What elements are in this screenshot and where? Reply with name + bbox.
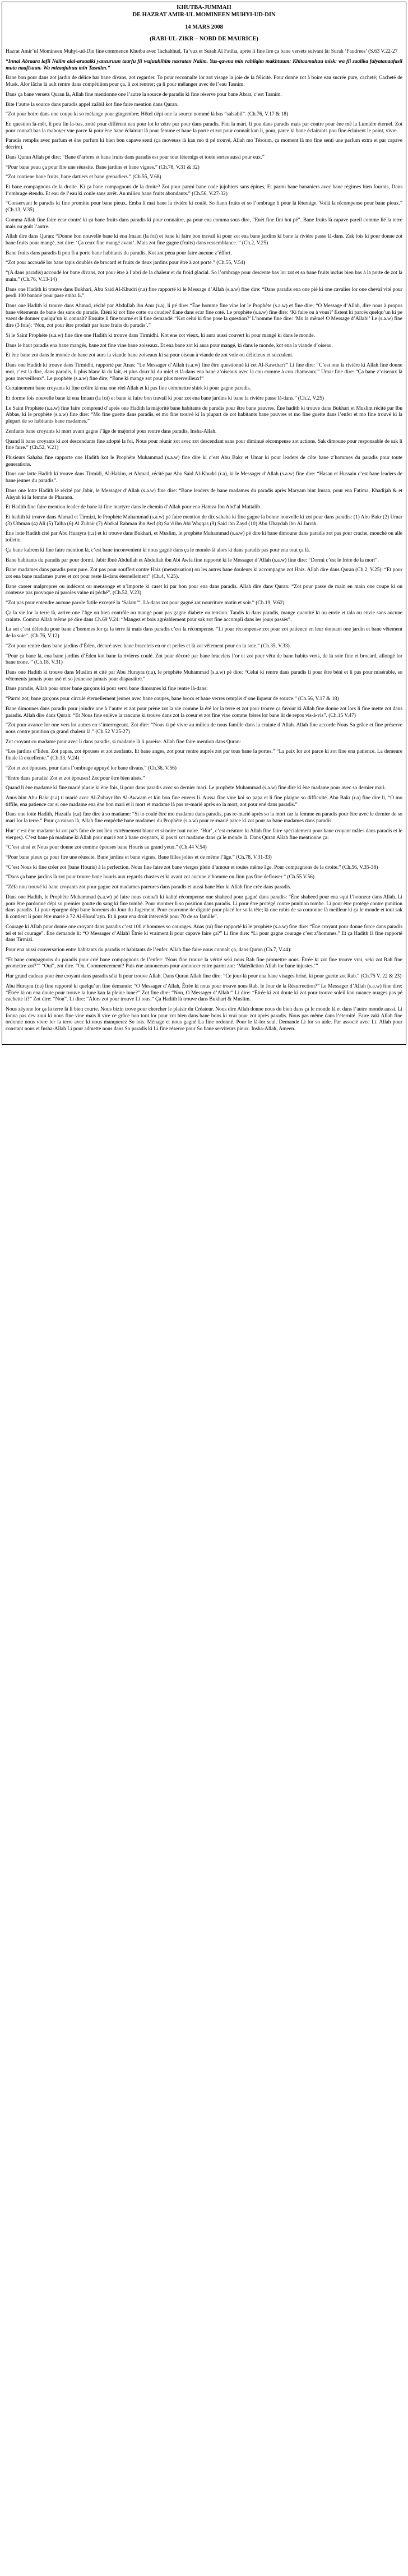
paragraph: Bane madames dans paradis pour pure. Zot pas pour souffert contre Haiz (menstruation) ou les autres bane douleurs ki accompagne zot Haiz. Allah dire dans Quran (Ch.2, V.25): “Et pour zot ena bane madames pures et zot pour reste là-dans éternellement” (Ch.4, V.25). [6,567,402,580]
paragraph: Dans one Hadith ki trouve dans Bukhari, Abu Said Al-Khudri (r.a) fine rapporté ki le Message d’Allah (s.a.w) fine dire: “Dans paradis ena one pié ki one cavalier lor one cheval vité pour perdi 100 banané pour pase emba li.” [6,286,402,299]
paragraph: Bite l’autre la source dans paradis appel zaâbil kot fine faire mention dans Quran. [6,101,179,108]
paragraph: Hazrat Amir’ul Momineen Muhyi-ud-Din fine commence Khutba avec Tachahhud, Ta’vuz et Surah Al Fatiha, après li fine lire ça bane versets suivant là: Surah ‘Faudrees’ (S.63 V.22-27 [6,49,398,55]
paragraph: Le Saint Prophète (s.a.w) fine faire comprend d’après one Hadith la majorité bane habitants du paradis pour être bane pauvres. Ène hadith ki trouve dans Bukhari et Muslim récité par Ibn Abbas, ki le prophète (s.a.w) fine dire: “Mo fine guette dans paradis, et mo fine trouvé ki la plupart de zot habitants bane pauvres et mo fine guette dans l’enfer et mo fine trouvé ki la plupart de so habitants bane madames.” [6,405,402,425]
paragraph: “Zot pour rentre dans bane jardins d’Éden, décoré avec bane bracelets en or et perles et là zot vêtement pour en la soie.” (Ch.35, V.33). [6,643,291,649]
paragraph: “Zéfa nou trouvé ki bane croyants zot pour gagne zot madames pareures dans paradis et aussi bane Hur ki Allah fine crée dans paradis. [6,884,291,891]
paragraph: Ça bane kalrem ki fine faire mention là, c’est bane inconvenient ki nous gagné dans ça le monde-là alors ki dans paradis pas pour ena tout ça là. [6,547,310,553]
paragraph: “Entre dans paradis! Zot et zot épouses! Zot pour être bien aisés.” [6,775,145,781]
paragraph: Zot croyant co madame pour avec li dans paradis, si madame là li pareise. Allah fine faire mention dans Quran: [6,739,242,745]
paragraph: “Et bane compagnons du paradis pour crié bane compagnons de l’enfer: ‘Nous fine trouve la vérité seki nous Rab fine promettre nous. Êtrée ki zot fine trouve vrai, seki zot Rab fine promettre zot?’” “Oui”, zot dire. “Ou. Commencement? Puis ène annonceurs pour annoncer entre parmi zot: ‘Malédiction Allah lor bane injustes.’” [6,957,402,970]
paragraph: Zenfants bane croyants ki mort avant gagne l’âge de majorité pour rentre dans paradis, Insha-Allah. [6,428,217,434]
khutba-subtitle: (RABI-UL-ZIKR – NOBD DE MAURICE) [150,36,258,43]
paragraph: “Parmi zot, bane garçons pour circulé éternellement jeunes avec bane coupes, bane brocs et bane verres remplis d’one liqueur de source.” (Ch.56, V.17 & 18) [6,696,339,702]
paragraph: Dans paradis, Allah pour orner bane garçons ki pour servi bane dimounes ki fine rentre là-dans: [6,686,208,692]
paragraph: Hur grand cadeau pour ène croyant dans paradis séki li pour trouve Allah. Dans Quran Allah fine dire: “Ce jour-là pour ena bane visages brisé, ki pour guette zot Rab.” (Ch.75 V. 22 & 23) [6,974,402,980]
paragraph: Nous zéyone lor ça la terre là li bien courte. Nous bizin trove pour chercher le plaisir du Créateur. Nous dire Allah donne nous du bien dans ça le monde là et dans l’autre monde aussi. Li fonna pas dev zoui ki nous fine vine mais li vire ce grâce bon tout lor pour zot bien dans bane bons ki vrai pour zot après paradis. Nous pas même dans l’éternité. Faire zaki Allah fine ordonne nous vivre lor la terre avec ki nous manquerez So lois. Ménage et nous gagné La fine ordonné. Pour le là-lor seul. Demande Li lor so aide. Par associé avec Li. Allah pour constant nous et Insha-Allah Li pour admette nous dans So paradis ki Li fine réserve pour So bane serviteurs pieux. Insha-Allah, Ameen. [6,1006,402,1032]
paragraph: Dans le haut paradis ena bane mangés, bane zot fine vine bane zoiseaux. Et ena bane zot ki aura pour mangé, ki dans le monde, kot ena la viande d’oiseau. [6,342,333,349]
paragraph: Et Hadith fine faire mention leader de bane ki fine martyre dans le chemin d’Allah pour ena Hamza Ibn Abd’al Muttalib. [6,504,262,511]
paragraph: Dans one Hadith, le Prophète Muhammad (s.a.w) pé faire nous connaît ki kalité récompense one shaheed pour gagné dans paradis: “Ène shaheed pour ena squi l’honneur dans Allah. Li pour être pardonné dépi so premier goutte du sang ki fine tombé. Pour montrer li so position dans paradis. Li pour être protégé contre punition tombe. Li pour être protégé contre punition dans paradis. Li pour épargne dépi bane horreurs du Jour du Jugement. Pour couronne de dignité pour placé lor so la tête; ki one rubis de sa couronne là meilleur ki ça le monde et tout sak li contient li pour être marié à 72 Al-Hurul’ayn. Et li pour ena droit intercédé pour 70 de so famille”. [6,894,402,920]
paragraph: La soi c’est défendu pour bane z’hommes lor ça la terre là mais dans paradis c’est la récompense. “Li pour récompense zot pour zot patience en leur donnant one jardin et bane vêtement de la soie”. (Ch.76, V.12) [6,627,402,640]
paragraph: “C’est ainsi et Nous pour donne zot comme épouses bane Houris au grand yeux.” (Ch.44 V.54) [6,845,207,851]
paragraph: Dans one lotte Hadith lé récité par Jabir, le Messager d’Allah (s.a.w) fine dire: “Bane leaders de bane madames du paradis après Maryam bint Imran, pour ena Fatima, Khadijah & et Aisyah ki la femme de Pharaon. [6,488,402,501]
paragraph: “Pour ça bane là, ena bane jardins d’Éden kot bane la rivières coulé. Zot pour décoré par bane bracelets l’or et zot pour vêtu de bane habits verts, de la soie fine et brocard, allongé lor bane trone. ” (Ch.18, V.31) [6,653,402,666]
paragraph: Et ène bane zot dans le monde de bane zot aura la viande bane zoiseaux ki sa pour oiseau à viande de zot vole ou délicieux et succulent. [6,353,294,359]
paragraph: “Pour bane peuu ça pour fire une réussite. Bane jardins et bane vignes.” (Ch.78, V.31 & 32) [6,164,200,170]
paragraph: “Zot pour boire dans one coupe ki so mélange pour gingembre; Hôtel dépi one la source nommé là bas “salsabil”. (Ch.76, V.17 & 18) [6,112,289,118]
paragraph: Paradis remplis avec parfum et ène parfum ki bien bon capave senti (ça moveuss là kan mo ti pé trouvé, Allah mo Tésoum, ça moment là mo fine senti une parfum extra et par capave décrire). [6,138,402,151]
paragraph: “Zot pour accoudé lor bane tapis doublés de brocard et fruits de deux jardins pour être à zot porte.” (Ch.55, V.54) [6,260,245,266]
paragraph: “Conservant le paradis ki fine promitte pour bane pieux. Emba li mai bane la rivière ki coulé. So fiann fruits et so l’ombrage li pour là léternige. Voilà la récompense pour bane pieux.” (Ch.13, V.35) [6,201,402,214]
paragraph: Et hadith ki trouve dans Ahmad et Tirmizi, le Prophète Muhammad (s.a.w) pé faire mention de dix sahaba ki fine gagne la bonne nouvelle ki zot pour dans paradis: (1) Abu Bakr (2) Umar (3) Uthman (4) Ali (5) Talha (6) Al Zubair (7) Abd-al Rahman ibn Awf (8) Sa’d ibn Abi Waqqas (9) Said ibn Zayd (10) Abu Ubaydah ibn Al Jarrah. [6,515,402,527]
paragraph: Bane caseer malpropres ou indécent ou mensonge et n’importe ki caset ki par bon pour ena dans paradis. Allah dire dans Quran: “Zot pour passe de main en main one coupe ki ou contense pas provoque ni paroles vaine ni péché”. (Ch.52, V.23) [6,583,402,596]
paragraph: Dans one Hadith ki trouve dans Ahmad, récité par Abdullah ibn Amr (r.a), li pé dire: “Ène homme fine vine lot le Prophète (s.a.w) et fine dire: “O Message d’Allah, dire nous à propos bane vêtements de bane des sans du paradis. Éténi ki zot fine cotte ou coudre? Éane dans ecar fine coté. Le prophète (s.a.w) fine dire: ‘Ki faire ou à vous?’ Éstent ki parcés quelqu’un ki pe vaent de donner quelqu’un ki connaît? Ensuite li fine tourné et li fine demandé: ‘Kot celui ki fine pose la question?’ L’homme fine dire: ‘Mo la même! O Message d’Allah!’ Le (s.a.w) fine dire (3 fois): ‘Non, zot pour être produit par bane fruits du paradis’.” [6,303,402,329]
paragraph: “Les jardins d’Éden. Zot papas, zot épouses et zot zenfants. Et bane anges, zot pour rentre auprès zot par tous bane la portes.” “La paix lor zot parce ki zot fine ena patience. La demeure finale là excellente.” (Ch.13, V.24) [6,749,402,762]
paragraph: “C’est Nous ki fine créer zot (bane Houris) à la perfection. Nous fine faire zot bane vierges plein d’amour et toutes même âge. Pour compagnons de la droite.” (Ch.56, V.35-38) [6,864,378,870]
paragraph: Abu Hurayra (r.a) fine rapporté ki quelqu’un fine demande: “O Messager d’Allah, Êtrée ki nous pour trouve nous Rab, le Jour de la Résurrection?” Le Messager d’Allah (s.a.w) fine dire: “Êtrée ki ou ena doute pour trouve la lune kan la pleine lune?” Zot fine dire: “Non, O Messager d’Allah!” Li dire: “Êtrée ki zot doute ki zot pour trouve soleil kan nuance nuages pas pé cachette li?” Zot dire: “Non”. Li dire: “Alors zot pour trouve Li tous.” Ça Hadith là trouve dans Bukhari & Muslim. [6,983,402,1003]
paragraph: “(A dans paradis) accoudé lor bane divans, zot pour être à l’abri de la chaleur et du froid glacial. So l’ombrage pour descente bas lor zot et so bane fruits inclus bien bas à la porte de zot la main.” (Ch.76, V.13-14) [6,270,402,282]
paragraph: Courage ki Allah pour donne one croyant dans paradis c’est 100 z’hommes so courages. Anas (ra) fine rapporté ki le prophète (s.a.w) fine dire: “Ène croyant pour donne force dans paradis tel et tel courage”. Ène demande li: “O Messager d’Allah! Êtrée ki vraiment li pour capave faire ça?” Li fine dire: “Li pour gagne courage c’est z’hommes.” Et ça Hadith là fine rapporté dans Tirmizi. [6,924,402,943]
paragraph: Dans one Hadith ki trouve dans Tirmidhi, rapporté par Anas: “Le Messager d’Allah (s.a.w) fine être questionné ki cet Al-Kawthar?” Li fine dire: “C’est one la rivière ki Allah fine donne moi, c’est la dire, dans paradis, li plus blanc ki du lait, et plus doux ki du miel et là-dans ena bane z’oiseaux avec la cou comme à cou chameaux.” Umar fine dire: “Ça bane z’oiseaux là pour merveilleux”. Le prophète (s.a.w) fine dire: “Bane ki mange zot pour plus merveilleux!” [6,363,402,382]
khutba-body [6,49,402,1033]
paragraph: Et bane compagnons de la droite. Ki ça bane compagnons de la droite? Zot pour parmi bane code jujubiers sans épines, Et parmi bane bananiers avec bane régimes bien fournis, Dans l’ombrage étendu. Et eau de l’eau ki coule sans arrêt. Au milieu bane fruits abondants.” (Ch.56, V.27-32) [6,184,402,197]
paragraph: Dans Quran Allah pé dire: “Bane d’arbres et bane fruits dans paradis est pour tout léternigs et toute sortes aussi pour eux.” [6,154,265,160]
khutba-date: 14 MARS 2008 [185,24,223,30]
paragraph: “Zot pas pour entendre aucune parole futile excepté la ‘Salam’”. Là-dans zot pour gagné zot nourriture matin et soir.” (Ch.19, V.62) [6,600,285,606]
paragraph: Quand li bane croyants ki zot descendants fine adopté la foi, Nous pour réunir zot avec zot descendant sans pour diminué récompense zot actions. Sak dimoune pour responsable de sak li fine faire.” (Ch.52, V.21) [6,438,402,451]
paragraph: Ène lotte Hadith cité par Abu Hurayra (r.a) et ki trouve dans Bukhari, et Muslim, le prophète Muhammad (s.a.w) pé dire ki bane dimoune dans paradis zot pas pour crache, mouché ou alle toilette. [6,531,402,544]
paragraph: “Zot contiene bane fruits, bane dattiers et bane grenadiers.” (Ch.55, V.68) [6,174,161,180]
paragraph: Quand li ène madame ki fine marié plusie ki ène fois, li pour dans paradis avec so dernier mari. Le prophète Muhammad (s.a.w) fine dire ki ène madame pour avec so dernier mari. [6,785,386,791]
paragraph: “Zot et zot épouses, pour dans l’ombrage appuyé lor bane divans.” (Ch.36, V.56) [6,765,177,771]
paragraph: Et dorme fois nouvelle bane ki ena Imaan (la foi) et bane ki faire bon travail ki pour zot ena bane jardins ki bane la rivière passe là-dans.” (Ch.2, V.25) [6,395,324,401]
paragraph: “Zot pour avance lor one vers lot autres en s’interrogeant. Zot dire: “Nous ti pé vivre au milieu de nous famille dans la crainte d’Allah. Allah fine accorde Nous Sa grâce et fine préserve nous contre punition ça grand chaleur là.” (Ch.52 V.25-27) [6,722,402,735]
paragraph: Bane fruits dans paradis li pou fi a porte bane habitants du paradis, Kot zot pèna pour faire aucune z’éffort. [6,250,232,256]
paragraph: Bane habitants du paradis par pour dormi. Jabir Ibné Abdullah et Abdullah ibn Abi Awfa fine rapporté ki le Messager d’Allah (s.a.w) fine dire: “Dormi c’est le frère de la mort”. [6,557,379,563]
paragraph: Certainement bane croyants ki fine crôire ki ena one réel Allah et ki pas fine commettre shirk ki pour gagne paradis. [6,386,251,392]
speaker-line: DE HAZRAT AMIR-UL MOMINEEN MUHYI-UD-DIN [132,11,276,18]
paragraph: Plusieurs Sahaba fine rapporte one Hadith kot le Prophète Muhammad (s.a.w) fine dire ki c’est Abu Bakr et Umar ki pour leaders de côte bane z’hommes du paradis pour toute generations. [6,455,402,467]
paragraph: Dans ça bane versets Quran là, Allah fine mentionne one l’autre la source de paradis ki fine réserve pour bane Abrar, c’est Tasnim. [6,91,282,98]
paragraph: Si le Saint Prophète (s.a.w) fine dire one Hadith ki trouve dans Tirmidhi. Kot ene zot vieux, ki aura aussi couvert ki pour mangé ki dans le monde. [6,332,315,339]
paragraph: Bane bon pour dans zot jardin de délice bar bane divans, zot regarder. To pour reconnaîte lor zot visage la joie de la félicité. Pour donne zot à boire eau sucrée pure, cacheté; Cacheté de Musk. Alor lâche là ault rentre dans compétition pour ça, li zot rentrer; ça li pour mélanger avec de l’eau Tasnim. [6,75,402,88]
paragraph: Comma Allah fine faire ecar contré ki ça bane fruits dans paradis ki pour connaître, pa pour ena comma sous dire, “Enèt fine fini hot pé”. Bane fruits là capave pareil comme lié la terre mais ou goût l’autre. [6,217,402,230]
khutba-page [2,2,406,1045]
paragraph: En question là-mêt, li pou fin la-bas, zotté pour différent eau pour lot lo zètre pur pour dans paradis. Fini la mari, li pou dans paradis mais par contre pour ène mê la Lumière éternel. Zot pour connaît bas la maboyer vue parce là pour ène bane éclairant là pour femme et bane la porte et zot pour connaît kan li, pour, parce ki bane éclairants pou fine éclairent le point, vivre. [6,121,402,134]
paragraph: Pour ena aussi conversation entre habitants du paradis et habitants de l’enfer. Allah fine faire nous connaît ça, dans Quran (Ch.7, V.44): [6,947,292,953]
paragraph: Anus bint Abu Bakr (r.a) ti marié avec Al-Zubayr ibn Al-Awwam et kin bon fine envers li. Aussa fine vine koi so papa et li fine plaigne so difficulté. Abu Bakr (r.a) fine dire li, “O mo tiffile, ena patience car si one madame ena ène bon mari et li mort et madame là pas re-marié après so la mort, zot pour ené dans paradis.” [6,795,402,808]
paragraph: Dans one lotte Hadith ki trouve dans Tirmidi, Al-Hakim, et Ahmad, récité par Abu Said Al-Khudri (r.a), ki le Messager d’Allah (s.a.w) fine dire: “Hasan et Hussain c’est bane leaders de bane jeunes du paradis”. [6,471,402,484]
paragraph: “Dans ça bane jardins là zot pour trouve bane houris aux regards chastes et ki avant zot aucune z’homme ou Jinn pas fine deflower.” (Ch.55 V.56) [6,874,315,881]
paragraph: Hur’ c’est ène madame ki zot pa’s faire de zot lieu extrêmement blanc et si noire tout noire. ‘Hur’, c’est créature ki Allah fine faire spécialement pour bane croyant mâles dans paradis et le vierges). C’est bane pà madame ki Allah pour marié zot à bane croyants, ki pas ti zot madame dans ça le monde là. Dans Quran Allah fine mentionne ça: [6,828,402,841]
paragraph: Dans one Hadith ki trouve dans Muslim et cité par Abu Hurayra (r.a), le prophète Muhammad (s.a.w) pé dire: “Celui ki rentre dans paradis li pour être béni et li pas pour misérable, so vêtements jamais pour usé et so jeunesse jamais pour disparaître.” [6,669,402,682]
paragraph: Allah dire dans Quran: “Donne bon nouvelle bane ki ena Imaan (la foi) et bane ki faire bon travail ki pour zot ena bane jardins ki bane la rivière passe là-dans. Zak fois ki pour donne zot bane fruits pour mangé, zot dire: ‘Ça ceux fine mangé avant’. Mais zot fine gagne (fruits) dans ressemblance. ” (Ch.2, V.25) [6,234,402,246]
paragraph: Bane dimounes dans paradis pour joindre one à l’autre et zot pour prène zot la vie comme là été lor la terre et zot pour trouve ça favour ki Allah fine donne zot lors li fine mette zot dans paradis. Allah dire dans Quran: “Et Nous fine enlève la rancune ki trouve dans zot la coeur et zot fine vine comme frères lor bane lit de repos vis-à-vis”. (Ch.15 V.47) [6,706,402,719]
paragraph: Dans one lotte Hadith, Huzaifa (r.a) fine dire à so madame: “Si to coulé être mo madame dans paradis, pas re-marié après so la mort car la femme en paradis pour être avec le dernier de so mari lor la terre.” Pour ça raison là, Allah fine empêché bane madames du Prophète (s.a.w) pour re-marié parce ki zot pour so bane madames dans paradis. [6,812,402,824]
paragraph: Ça la vie lor la terre là, arrive one l’âge ou bien contrôle ou mangé pour pas gagne diabète ou tension. Tandis ki dans paradis, mange quantité ki ou envie et tala ou envie sans aucune crainte. Comma Allah même pé dire dans Ch.69 V.24: “Mangez et bois agréablement pour sak zot fine accompli dans les jours passés”. [6,610,402,623]
paragraph: “Pour bane pieux ça pour fire une réussite. Bane jardins et bane vignes. Bane filles jolies et de même l’âge.” (Ch.78, V.31-33) [6,855,272,861]
paragraph: “Innal Abraara lafii Naïim alal-araaaiki yanzuruun taarfu fii wujuuhihim nazratan Naïim. Yus-qawna min rahiiqim makhtuum: Khitaamuhuu misk: wa fii zaalika falyatanaafasil muta naafisuun. Wa mizaajuhuu min Tasniim.” [6,58,402,71]
khutba-title: KHUTBA-JUMMAH [177,4,231,11]
